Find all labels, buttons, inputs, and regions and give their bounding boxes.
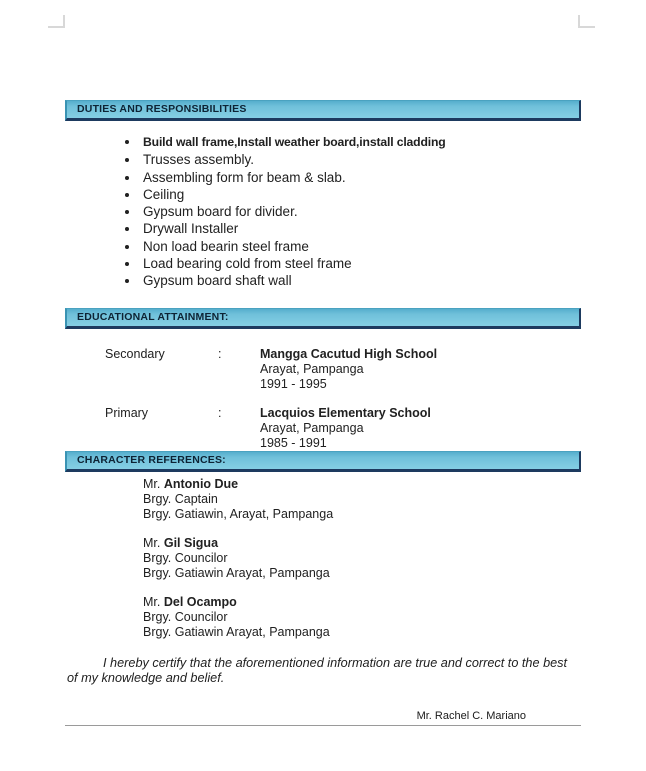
education-level: Primary xyxy=(105,405,149,420)
duty-item xyxy=(125,255,581,272)
reference-name-line xyxy=(143,595,581,610)
duty-item xyxy=(125,133,581,151)
margin-crop-mark-right-icon xyxy=(578,15,595,28)
section-header-references: CHARACTER REFERENCES: xyxy=(65,451,581,472)
reference-address: Brgy. Gatiawin Arayat, Pampanga xyxy=(143,565,330,580)
signature-block xyxy=(65,710,581,726)
education-details xyxy=(260,347,437,392)
reference-name: Del Ocampo xyxy=(163,594,237,609)
reference-position: Brgy. Captain xyxy=(143,491,218,506)
reference-entry xyxy=(65,595,581,640)
duty-item xyxy=(125,151,581,168)
education-separator: : xyxy=(218,405,222,420)
bullet-icon xyxy=(125,176,129,180)
education-entry-primary xyxy=(65,406,581,451)
certification-statement: I hereby certify that the aforementioned information are true and correct to the best of my knowledge and belief. xyxy=(67,655,568,685)
duty-text: Assembling form for beam & slab. xyxy=(143,169,346,185)
bullet-icon xyxy=(125,193,129,197)
document-content xyxy=(65,100,581,726)
reference-position: Brgy. Councilor xyxy=(143,609,228,624)
duties-list xyxy=(65,133,581,290)
bullet-icon xyxy=(125,262,129,266)
education-entry-secondary xyxy=(65,347,581,392)
duty-item xyxy=(125,169,581,186)
reference-entry xyxy=(65,536,581,581)
duty-text: Ceiling xyxy=(143,186,185,202)
duty-text: Gypsum board for divider. xyxy=(143,204,298,220)
duty-text: Gypsum board shaft wall xyxy=(143,273,292,289)
bullet-icon xyxy=(125,245,129,249)
reference-address: Brgy. Gatiawin, Arayat, Pampanga xyxy=(143,506,334,521)
signature-name: Mr. Rachel C. Mariano xyxy=(416,709,526,722)
education-years: 1991 - 1995 xyxy=(260,376,327,391)
education-level: Secondary xyxy=(105,346,165,361)
duty-text: Load bearing cold from steel frame xyxy=(143,256,352,272)
margin-crop-mark-left-icon xyxy=(48,15,65,28)
reference-address: Brgy. Gatiawin Arayat, Pampanga xyxy=(143,624,330,639)
education-location: Arayat, Pampanga xyxy=(260,420,364,435)
bullet-icon xyxy=(125,158,129,162)
education-years: 1985 - 1991 xyxy=(260,435,327,450)
education-school: Lacquios Elementary School xyxy=(260,405,431,420)
duty-item xyxy=(125,238,581,255)
bullet-icon xyxy=(125,210,129,214)
education-section xyxy=(65,347,581,451)
duty-text: Build wall frame,Install weather board,install cladding xyxy=(143,135,446,149)
duty-item xyxy=(125,272,581,289)
education-details xyxy=(260,406,431,451)
reference-name-line xyxy=(143,536,581,551)
duty-text: Trusses assembly. xyxy=(143,152,255,168)
reference-prefix: Mr. xyxy=(143,535,161,550)
bullet-icon xyxy=(125,140,129,144)
reference-name: Antonio Due xyxy=(163,476,239,491)
section-header-education: EDUCATIONAL ATTAINMENT: xyxy=(65,308,581,329)
references-section xyxy=(65,477,581,640)
education-school: Mangga Cacutud High School xyxy=(260,346,438,361)
reference-entry xyxy=(65,477,581,522)
bullet-icon xyxy=(125,227,129,231)
bullet-icon xyxy=(125,279,129,283)
duty-text: Non load bearin steel frame xyxy=(143,238,309,254)
education-separator: : xyxy=(218,346,222,361)
reference-prefix: Mr. xyxy=(143,594,161,609)
reference-prefix: Mr. xyxy=(143,476,161,491)
education-location: Arayat, Pampanga xyxy=(260,361,364,376)
reference-position: Brgy. Councilor xyxy=(143,550,228,565)
duty-item xyxy=(125,220,581,237)
section-header-duties: DUTIES AND RESPONSIBILITIES xyxy=(65,100,581,121)
duty-item xyxy=(125,186,581,203)
duty-text: Drywall Installer xyxy=(143,221,239,237)
reference-name: Gil Sigua xyxy=(163,535,219,550)
duty-item xyxy=(125,203,581,220)
reference-name-line xyxy=(143,477,581,492)
